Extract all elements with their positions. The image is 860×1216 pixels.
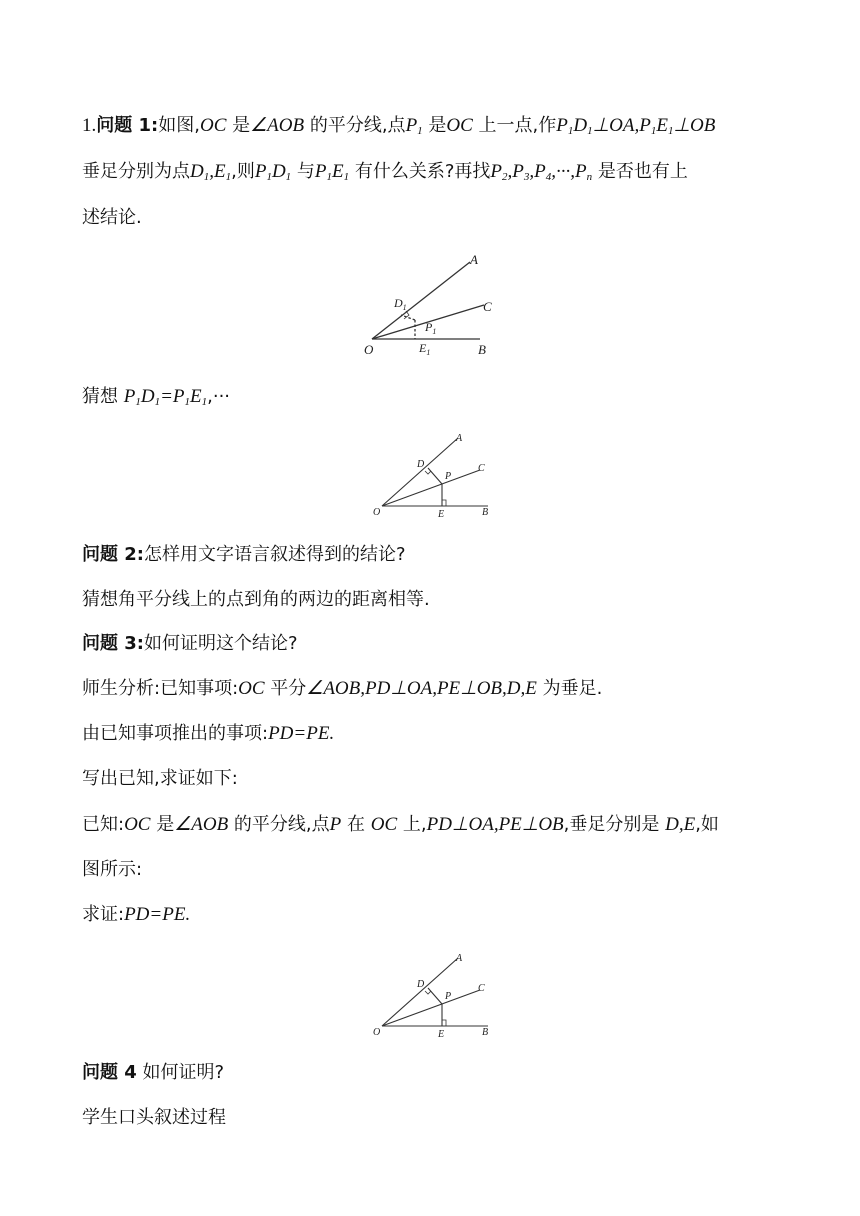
question-3 [82, 632, 298, 656]
text-run: 是 [232, 115, 251, 136]
question-label: 问题 3: [82, 633, 144, 654]
text-run: 上一点,作 [478, 115, 557, 136]
label-O: O [373, 1027, 381, 1038]
subscript: 1 [426, 348, 431, 357]
text-run: 是 [428, 115, 447, 136]
math: OC [124, 814, 151, 835]
math: ∠AOB [174, 814, 229, 835]
label-O: O [364, 342, 374, 357]
label-A: A [470, 252, 478, 267]
text-run: 如图, [158, 115, 200, 136]
question-4 [82, 1061, 224, 1085]
text-run: 写出已知,求证如下: [82, 768, 238, 789]
text-run: 在 [347, 814, 365, 835]
label-P: P [445, 991, 452, 1002]
math: PD=PE. [268, 723, 335, 744]
label-E: E [438, 509, 445, 520]
answer-2 [82, 588, 430, 612]
given-line-2 [82, 858, 142, 882]
subscript: 1 [402, 303, 407, 312]
text-run: 是否也有上 [597, 161, 688, 182]
derived-line [82, 722, 334, 746]
text-run: 学生口头叙述过程 [82, 1107, 226, 1128]
question-1-line-1 [82, 114, 715, 138]
subscript: 1 [432, 327, 437, 336]
closing-line [82, 1106, 226, 1130]
math: ∠AOB [250, 115, 305, 136]
text-run: ,垂足分别是 [563, 814, 660, 835]
text-run: 平分 [270, 678, 307, 699]
label-A: A [456, 953, 463, 964]
label-C: C [483, 299, 492, 314]
text-run: 怎样用文字语言叙述得到的结论? [144, 544, 406, 565]
question-1-line-2 [82, 160, 688, 184]
text-run: 猜想角平分线上的点到角的两边的距离相等. [82, 589, 430, 610]
figure-angle-bisector-3 [370, 948, 500, 1040]
text-run: 已知: [82, 814, 125, 835]
math: $P_1E_1$ [314, 161, 350, 183]
label-O: O [373, 507, 381, 518]
text-run: ,如 [695, 814, 719, 835]
figure-angle-bisector-2 [370, 428, 500, 520]
math: OC [446, 115, 473, 136]
text-run: 猜想 [82, 386, 118, 407]
text-run: 有什么关系?再找 [354, 161, 491, 182]
math: PD=PE. [124, 904, 191, 925]
question-label: 问题 4 [82, 1062, 137, 1083]
math: $D_1,E_1$ [190, 161, 232, 183]
question-2 [82, 543, 406, 567]
text-run: 如何证明这个结论? [144, 633, 298, 654]
question-1-line-3 [82, 206, 142, 230]
text-run: 求证: [82, 904, 125, 925]
math: OC [199, 115, 227, 136]
figure-angle-bisector-1 [360, 248, 500, 364]
text-run: 为垂足. [542, 678, 603, 699]
guess-line [82, 385, 230, 409]
math: ∠AOB,PD⊥OA,PE⊥OB,D,E [306, 678, 537, 699]
label-E1: $E_1$ [419, 341, 431, 357]
analysis-line [82, 677, 602, 701]
math: D,E [665, 814, 696, 835]
math: $P_2,P_3,P_4,\cdot\cdot\cdot,P_n$ [490, 161, 593, 183]
label-B: B [478, 342, 486, 357]
label-D1: $D_1$ [394, 296, 407, 312]
text-run: 如何证明? [142, 1062, 225, 1083]
text-run: 师生分析:已知事项: [82, 678, 239, 699]
label-B: B [482, 1027, 489, 1038]
label-P1: $P_1$ [425, 320, 437, 336]
text-run: 与 [296, 161, 315, 182]
label-B: B [482, 507, 489, 518]
text-run: 的平分线,点 [309, 115, 406, 136]
label-P: P [445, 471, 452, 482]
question-label: 问题 1: [96, 115, 159, 136]
label-D: D [417, 459, 425, 470]
text-run: 的平分线,点 [233, 814, 330, 835]
text-run: 上, [402, 814, 427, 835]
math: $P_1$ [405, 115, 423, 137]
given-line-1 [82, 813, 719, 837]
text-run: 由已知事项推出的事项: [82, 723, 269, 744]
math: $P_1D_1$ [254, 161, 292, 183]
text-run: ··· [212, 386, 231, 407]
text-run: 图所示: [82, 859, 143, 880]
label-C: C [478, 983, 485, 994]
math: PD⊥OA,PE⊥OB [426, 814, 564, 835]
prove-line [82, 903, 190, 927]
text-run: 是 [156, 814, 175, 835]
math: OC [238, 678, 265, 699]
text-run: ,则 [231, 161, 255, 182]
text-run: , [207, 386, 213, 407]
math: $P_1D_1\perp OA,P_1E_1\perp OB$ [556, 115, 716, 137]
math: $P_1D_1=P_1E_1$ [123, 386, 208, 408]
text-run: 垂足分别为点 [82, 161, 190, 182]
math: P [329, 814, 342, 835]
label-E: E [438, 1029, 445, 1040]
label-D: D [417, 979, 425, 990]
text-run: 述结论. [82, 207, 142, 228]
label-A: A [456, 433, 463, 444]
label-C: C [478, 463, 485, 474]
question-label: 问题 2: [82, 544, 144, 565]
question-number: 1. [82, 115, 97, 136]
math: OC [370, 814, 398, 835]
write-line [82, 767, 238, 791]
